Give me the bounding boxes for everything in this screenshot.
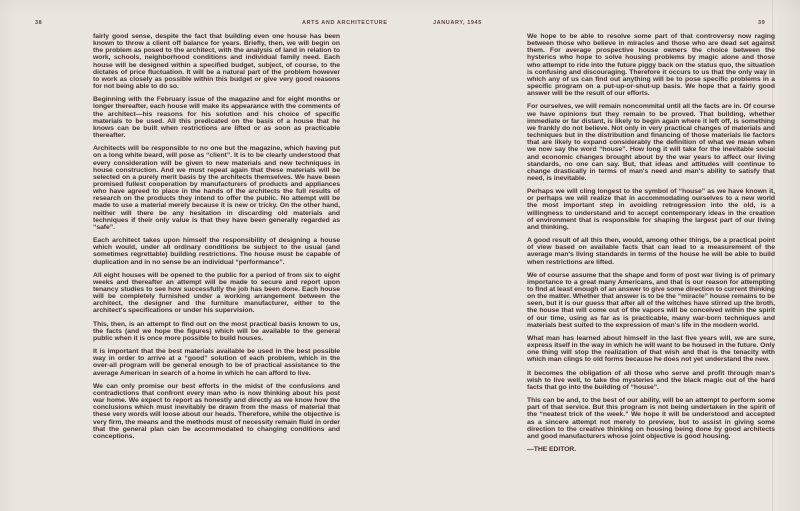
paragraph: Beginning with the February issue of the magazine and for eight months or longer thereafter, each house will make its appearance with the comments of the architect—his reasons for his solution and his choice of specific materials to be used. All this predicated on the basis of a house that he knows can be built when restrictions are lifted or as soon as practicable thereafter. xyxy=(93,96,340,140)
paragraph: fairly good sense, despite the fact that building even one house has been known to throw a client off balance for years. Briefly, then, we will begin on the problem as posed to the architect, with the analysis of land in relation to work, schools, neighborhood conditions and individual family need. Each house will be designed within a specified budget, subject, of course, to the dictates of price fluctuation. It will be a natural part of the problem however to work as closely as possible within this budget or give very good reasons for not being able to do so. xyxy=(93,33,340,91)
paragraph: Architects will be responsible to no one but the magazine, which having put on a long white beard, will pose as “client”. It is to be clearly understood that every consideration will be given to new materials and new techniques in house construction. And we must repeat again that these materials will be selected on a purely merit basis by the architects themselves. We have been promised fullest cooperation by manufacturers of products and appliances who have agreed to place in the hands of the architects the full results of research on the products they intend to offer the public. No attempt will be made to use a material merely because it is new or tricky. On the other hand, neither will there be any hesitation in discarding old materials and techniques if their only value is that they have been generally regarded as “safe”. xyxy=(93,145,340,231)
paragraph: Perhaps we will cling longest to the symbol of “house” as we have known it, or perhaps we will realize that in accommodating ourselves to a new world the most important step in avoiding retrogression into the old, is a willingness to understand and to accept contemporary ideas in the creation of environment that is responsible for shaping the largest part of our living and thinking. xyxy=(527,188,775,231)
paragraph: For ourselves, we will remain noncommital until all the facts are in. Of course we have opinions but they remain to be proved. That building, whether immediate or far distant, is likely to begin again where it left off, is something we frankly do not believe. Not only in very practical changes of materials and techniques but in the distribution and financing of those materials lie factors that are likely to expand considerably the definition of what we mean when we now say the word “house”. How long it will take for the inevitable social and economic changes brought about by the war years to affect our living standards, no one can say. But, that ideas and attitudes will continue to change drastically in terms of man's need and man's ability to satisfy that need, is inevitable. xyxy=(527,103,775,182)
issue-date: JANUARY, 1945 xyxy=(433,20,482,26)
page-number-left: 38 xyxy=(35,20,43,26)
paragraph: We can only promise our best efforts in the midst of the confusions and contradictions that confront every man who is now thinking about his post war home. We expect to report as honestly and directly as we know how the conclusions which must inevitably be drawn from the mass of material that these very words will loose about our heads. Therefore, while the objective is very firm, the means and the methods must of necessity remain fluid in order that the general plan can be accommodated to changing conditions and conceptions. xyxy=(93,382,340,440)
paragraph: It becomes the obligation of all those who serve and profit through man's wish to live well, to take the mysteries and the black magic out of the hard facts that go into the building of “house”. xyxy=(527,369,775,391)
paragraph: We hope to be able to resolve some part of that controversy now raging between those who believe in miracles and those who are dead set against them. For average prospective house owners the choice between the hysterics who hope to solve housing problems by magic alone and those who attempt to ride into the future piggy back on the status quo, the situation is confusing and discouraging. Therefore it occurs to us that the only way in which any of us can find out anything will be to pose specific problems in a specific program on a put-up-or-shut-up basis. We hope that a fairly good answer will be the result of our efforts. xyxy=(527,33,775,98)
paragraph: This, then, is an attempt to find out on the most practical basis known to us, the facts (and we hope the figures) which will be available to the general public when it is once more possible to build houses. xyxy=(93,320,340,342)
right-text-column xyxy=(527,33,775,459)
paragraph: A good result of all this then, would, among other things, be a practical point of view based on available facts that can lead to a measurement of the average man's living standards in terms of the house he will be able to build when restrictions are lifted. xyxy=(527,237,775,266)
paragraph: What man has learned about himself in the last five years will, we are sure, express itself in the way in which he will want to be housed in the future. Only one thing will stop the realization of that wish and that is the tenacity with which man clings to old forms because he does not yet understand the new. xyxy=(527,334,775,364)
editor-signature: —THE EDITOR. xyxy=(527,445,577,453)
running-head xyxy=(0,20,800,30)
paragraph: All eight houses will be opened to the public for a period of from six to eight weeks and thereafter an attempt will be made to secure and report upon tenancy studies to see how successfully the job has been done. Each house will be completely furnished under a working arrangement between the architect, the designer and the furniture manufacturer, either to the architect's specifications or under his supervision. xyxy=(93,271,340,315)
journal-title: ARTS AND ARCHITECTURE xyxy=(302,20,388,26)
page-number-right: 39 xyxy=(758,20,766,26)
paragraph: It is important that the best materials available be used in the best possible way in order to arrive at a “good” solution of each problem, which in the over-all program will be general enough to be of practical assistance to the average American in search of a home in which he can afford to live. xyxy=(93,348,340,377)
paragraph: Each architect takes upon himself the responsibility of designing a house which would, under all ordinary conditions be subject to the usual (and sometimes regrettable) building restrictions. The house must be capable of duplication and in no sense be an individual “performance”. xyxy=(93,237,340,266)
paragraph: We of course assume that the shape and form of post war living is of primary importance to a great many Americans, and that is our reason for attempting to find at least enough of an answer to give some direction to current thinking on the matter. Whether that answer is to be the “miracle” house remains to be seen, but it is our guess that after all of the witches have stirred up the broth, the house that will come out of the vapors will be conceived within the spirit of our time, using as far as is practicable, many war-born techniques and materials best suited to the expression of man's life in the modern world. xyxy=(527,271,775,329)
paragraph: This can be and, to the best of our ability, will be an attempt to perform some part of that service. But this program is not being undertaken in the spirit of the “neatest trick of the week.” We hope it will be understood and accepted as a sincere attempt not merely to preview, but to assist in giving some direction to the creative thinking on housing being done by good architects and good manufacturers whose joint objective is good housing. xyxy=(527,397,775,440)
left-text-column xyxy=(93,33,340,446)
